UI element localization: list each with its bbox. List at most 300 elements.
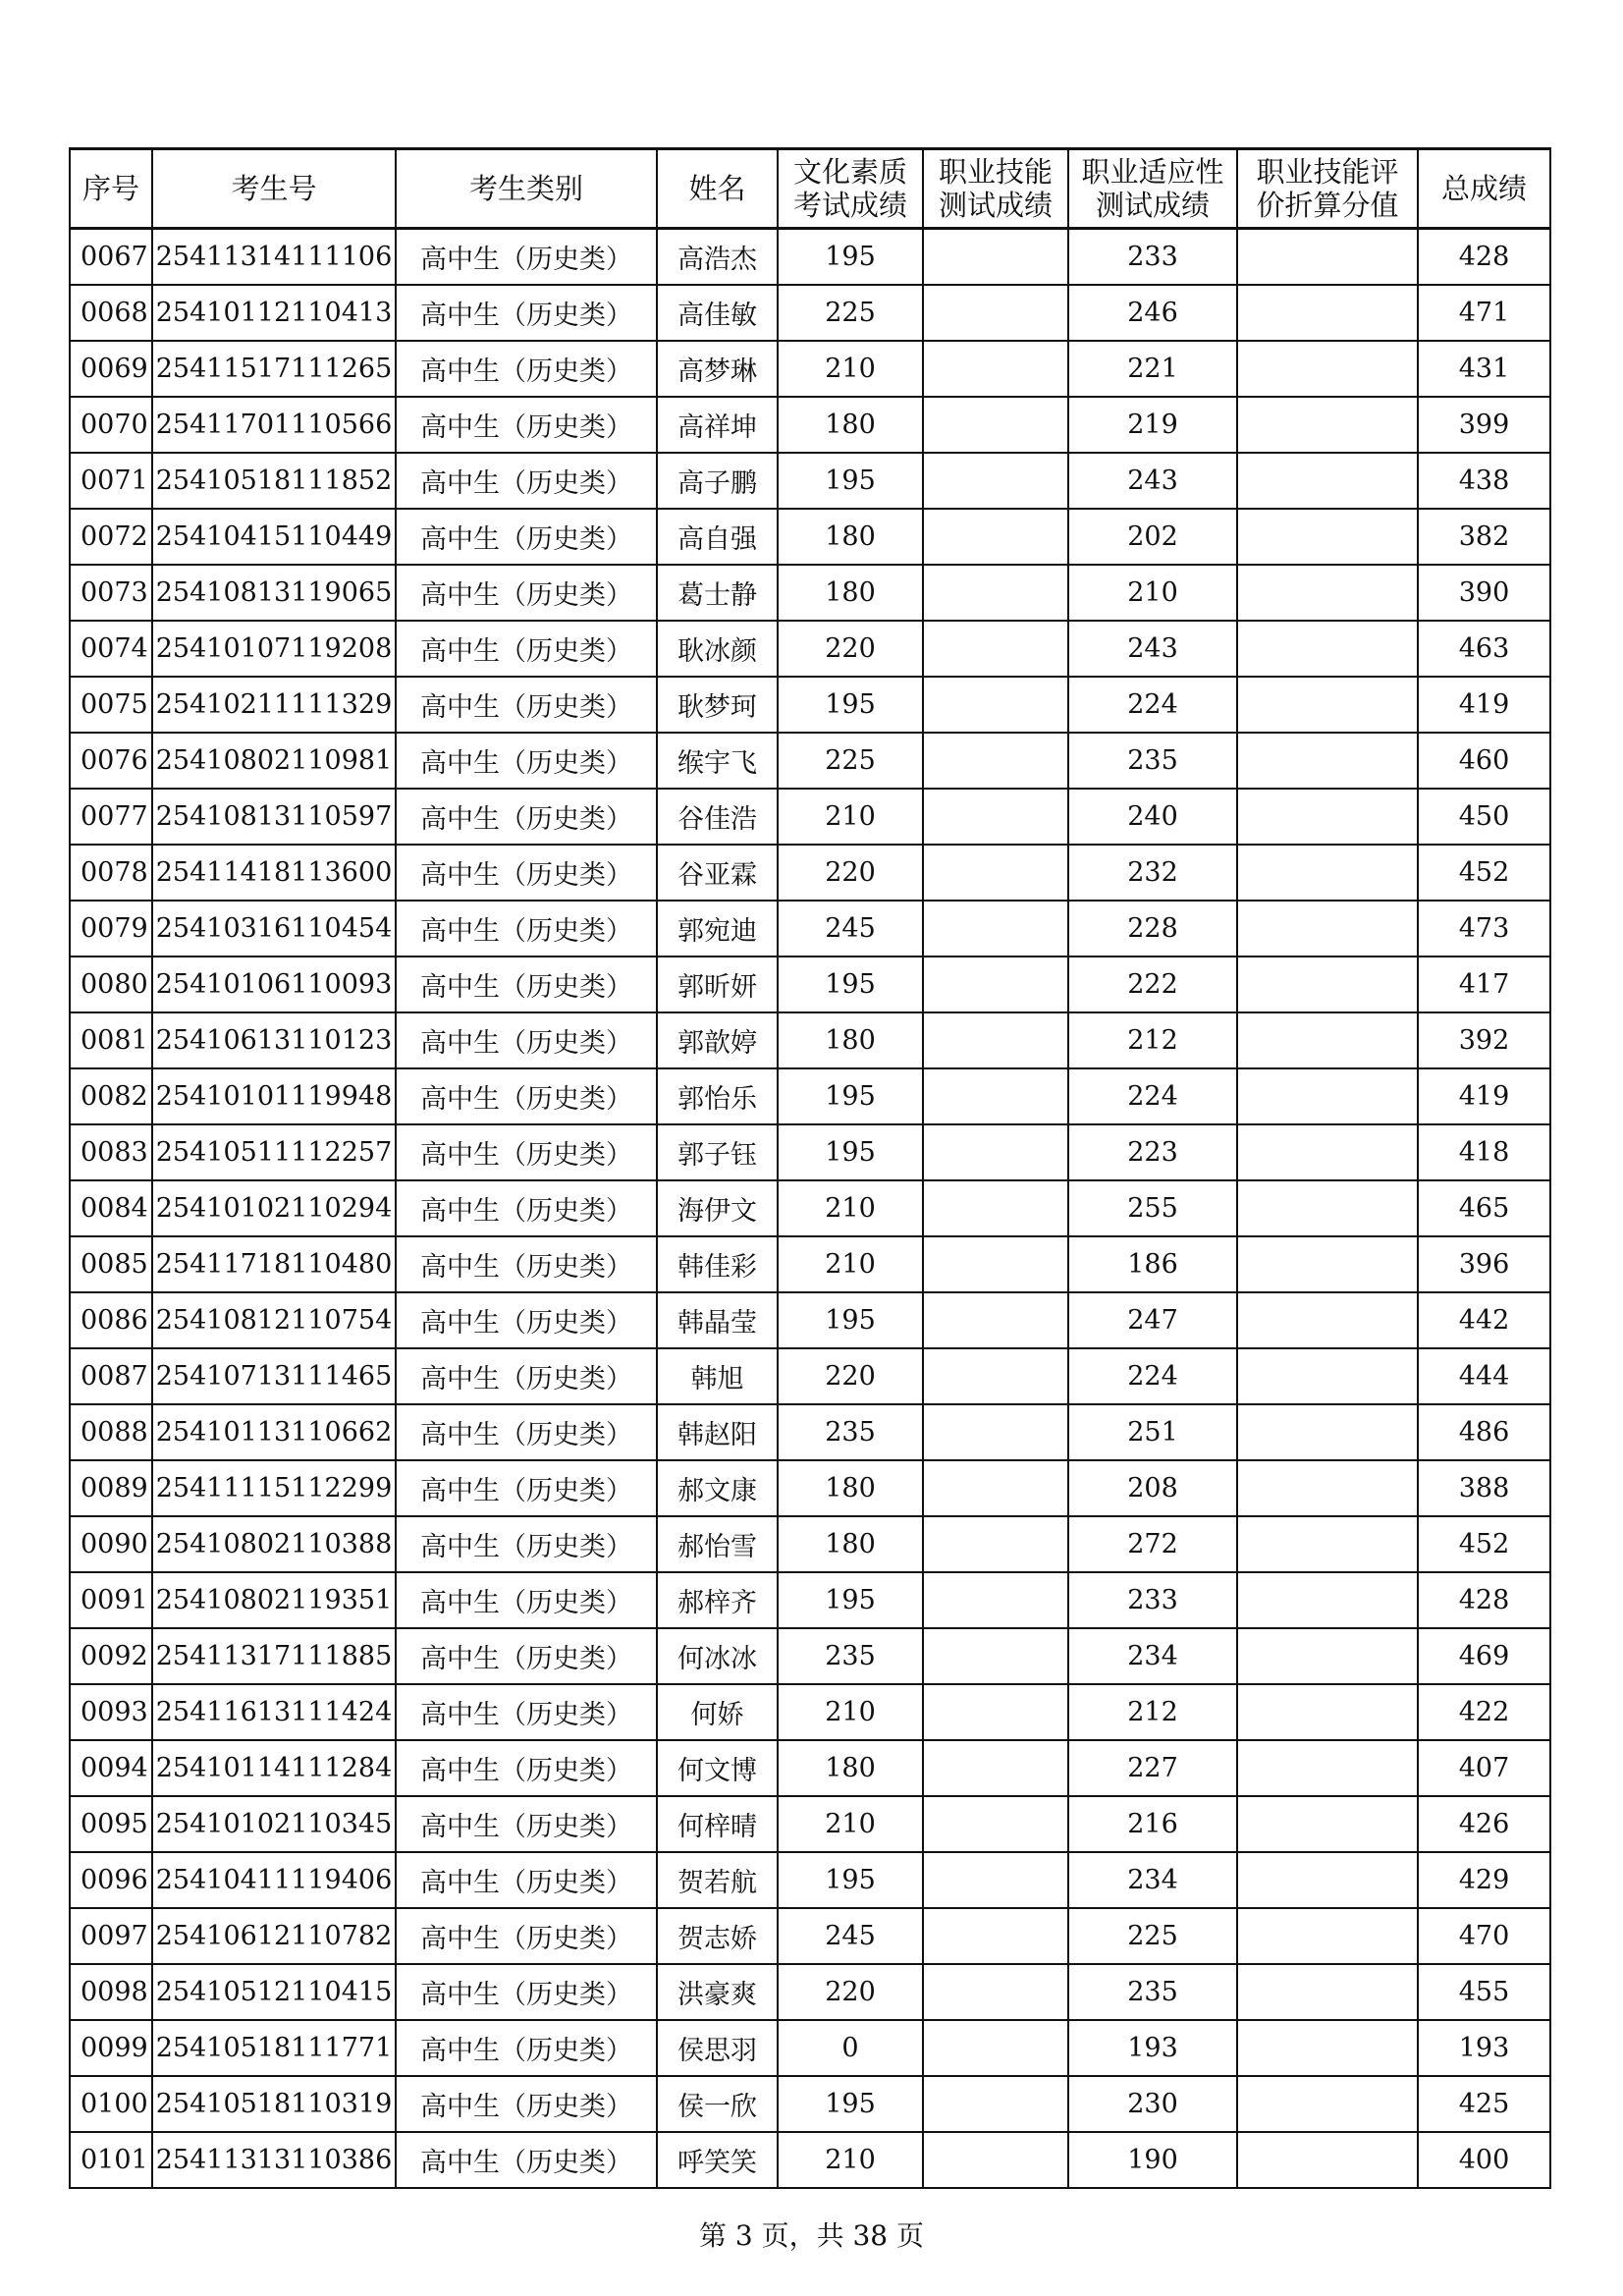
header-col-adaptability-score: 职业适应性 测试成绩 — [1068, 149, 1237, 229]
cell-adaptability-score: 212 — [1068, 1012, 1237, 1068]
cell-category: 高中生（历史类） — [396, 1796, 657, 1852]
cell-total-score: 442 — [1418, 1292, 1550, 1348]
cell-skill-eval-score — [1237, 1852, 1418, 1908]
cell-exam-id: 25411313110386 — [152, 2132, 396, 2188]
cell-skill-eval-score — [1237, 2076, 1418, 2132]
cell-skill-eval-score — [1237, 1012, 1418, 1068]
cell-culture-score: 180 — [778, 397, 923, 453]
cell-adaptability-score: 235 — [1068, 1964, 1237, 2020]
cell-adaptability-score: 227 — [1068, 1740, 1237, 1796]
cell-category: 高中生（历史类） — [396, 1684, 657, 1740]
cell-exam-id: 25411701110566 — [152, 397, 396, 453]
table-row — [70, 789, 1550, 845]
cell-seq: 0072 — [70, 509, 152, 565]
cell-skill-test-score — [923, 1684, 1068, 1740]
cell-skill-eval-score — [1237, 285, 1418, 341]
cell-skill-test-score — [923, 901, 1068, 957]
cell-exam-id: 25410518110319 — [152, 2076, 396, 2132]
cell-total-score: 392 — [1418, 1012, 1550, 1068]
cell-category: 高中生（历史类） — [396, 621, 657, 677]
cell-adaptability-score: 222 — [1068, 957, 1237, 1012]
cell-total-score: 418 — [1418, 1124, 1550, 1180]
cell-exam-id: 25410102110294 — [152, 1180, 396, 1236]
cell-culture-score: 220 — [778, 1348, 923, 1404]
cell-culture-score: 180 — [778, 509, 923, 565]
cell-skill-eval-score — [1237, 1572, 1418, 1628]
cell-skill-test-score — [923, 1460, 1068, 1516]
cell-culture-score: 195 — [778, 453, 923, 509]
cell-category: 高中生（历史类） — [396, 901, 657, 957]
cell-culture-score: 210 — [778, 1180, 923, 1236]
cell-name: 高子鹏 — [657, 453, 778, 509]
cell-culture-score: 195 — [778, 1124, 923, 1180]
cell-adaptability-score: 234 — [1068, 1628, 1237, 1684]
cell-total-score: 422 — [1418, 1684, 1550, 1740]
cell-adaptability-score: 251 — [1068, 1404, 1237, 1460]
cell-adaptability-score: 272 — [1068, 1516, 1237, 1572]
cell-culture-score: 210 — [778, 1684, 923, 1740]
cell-category: 高中生（历史类） — [396, 565, 657, 621]
cell-culture-score: 195 — [778, 2076, 923, 2132]
cell-category: 高中生（历史类） — [396, 1852, 657, 1908]
cell-seq: 0085 — [70, 1236, 152, 1292]
cell-skill-test-score — [923, 453, 1068, 509]
cell-skill-eval-score — [1237, 2132, 1418, 2188]
cell-total-score: 193 — [1418, 2020, 1550, 2076]
cell-name: 高浩杰 — [657, 229, 778, 286]
cell-skill-eval-score — [1237, 1348, 1418, 1404]
cell-seq: 0094 — [70, 1740, 152, 1796]
table-row — [70, 1124, 1550, 1180]
cell-category: 高中生（历史类） — [396, 1292, 657, 1348]
cell-culture-score: 0 — [778, 2020, 923, 2076]
cell-seq: 0099 — [70, 2020, 152, 2076]
cell-seq: 0088 — [70, 1404, 152, 1460]
cell-culture-score: 180 — [778, 1460, 923, 1516]
cell-skill-eval-score — [1237, 1124, 1418, 1180]
cell-seq: 0079 — [70, 901, 152, 957]
cell-skill-eval-score — [1237, 1908, 1418, 1964]
cell-skill-eval-score — [1237, 1460, 1418, 1516]
table-row — [70, 733, 1550, 789]
cell-category: 高中生（历史类） — [396, 453, 657, 509]
cell-exam-id: 25410511112257 — [152, 1124, 396, 1180]
cell-culture-score: 225 — [778, 733, 923, 789]
cell-adaptability-score: 223 — [1068, 1124, 1237, 1180]
cell-seq: 0100 — [70, 2076, 152, 2132]
cell-skill-eval-score — [1237, 2020, 1418, 2076]
cell-exam-id: 25410612110782 — [152, 1908, 396, 1964]
cell-category: 高中生（历史类） — [396, 229, 657, 286]
table-row — [70, 453, 1550, 509]
cell-skill-eval-score — [1237, 397, 1418, 453]
cell-adaptability-score: 193 — [1068, 2020, 1237, 2076]
table-row — [70, 1404, 1550, 1460]
cell-skill-eval-score — [1237, 509, 1418, 565]
cell-adaptability-score: 219 — [1068, 397, 1237, 453]
cell-culture-score: 195 — [778, 1292, 923, 1348]
cell-name: 海伊文 — [657, 1180, 778, 1236]
cell-culture-score: 195 — [778, 957, 923, 1012]
cell-seq: 0067 — [70, 229, 152, 286]
cell-skill-test-score — [923, 2020, 1068, 2076]
cell-total-score: 452 — [1418, 845, 1550, 901]
cell-total-score: 463 — [1418, 621, 1550, 677]
cell-exam-id: 25410802110388 — [152, 1516, 396, 1572]
cell-skill-test-score — [923, 397, 1068, 453]
header-col-seq: 序号 — [70, 149, 152, 229]
cell-skill-test-score — [923, 1852, 1068, 1908]
cell-category: 高中生（历史类） — [396, 1516, 657, 1572]
cell-name: 郭歆婷 — [657, 1012, 778, 1068]
cell-culture-score: 180 — [778, 1012, 923, 1068]
cell-seq: 0082 — [70, 1068, 152, 1124]
cell-adaptability-score: 240 — [1068, 789, 1237, 845]
table-row — [70, 1628, 1550, 1684]
cell-category: 高中生（历史类） — [396, 397, 657, 453]
cell-exam-id: 25411718110480 — [152, 1236, 396, 1292]
cell-skill-test-score — [923, 2076, 1068, 2132]
cell-skill-eval-score — [1237, 1964, 1418, 2020]
cell-total-score: 438 — [1418, 453, 1550, 509]
cell-exam-id: 25410112110413 — [152, 285, 396, 341]
cell-culture-score: 245 — [778, 901, 923, 957]
cell-culture-score: 220 — [778, 845, 923, 901]
cell-name: 韩赵阳 — [657, 1404, 778, 1460]
table-row — [70, 397, 1550, 453]
cell-seq: 0084 — [70, 1180, 152, 1236]
cell-skill-eval-score — [1237, 957, 1418, 1012]
cell-skill-test-score — [923, 1236, 1068, 1292]
table-row — [70, 845, 1550, 901]
cell-skill-eval-score — [1237, 1236, 1418, 1292]
cell-seq: 0076 — [70, 733, 152, 789]
cell-name: 郭昕妍 — [657, 957, 778, 1012]
cell-exam-id: 25410114111284 — [152, 1740, 396, 1796]
cell-culture-score: 195 — [778, 677, 923, 733]
cell-adaptability-score: 246 — [1068, 285, 1237, 341]
cell-category: 高中生（历史类） — [396, 1572, 657, 1628]
table-row — [70, 1348, 1550, 1404]
cell-culture-score: 210 — [778, 1236, 923, 1292]
cell-skill-test-score — [923, 677, 1068, 733]
cell-name: 呼笑笑 — [657, 2132, 778, 2188]
cell-culture-score: 210 — [778, 1796, 923, 1852]
cell-skill-eval-score — [1237, 565, 1418, 621]
cell-category: 高中生（历史类） — [396, 789, 657, 845]
table-row — [70, 957, 1550, 1012]
cell-total-score: 450 — [1418, 789, 1550, 845]
cell-adaptability-score: 208 — [1068, 1460, 1237, 1516]
table-row — [70, 285, 1550, 341]
cell-name: 何娇 — [657, 1684, 778, 1740]
score-table — [69, 147, 1551, 2189]
cell-skill-test-score — [923, 1404, 1068, 1460]
cell-exam-id: 25410802110981 — [152, 733, 396, 789]
cell-exam-id: 25411613111424 — [152, 1684, 396, 1740]
cell-seq: 0086 — [70, 1292, 152, 1348]
cell-name: 郭子钰 — [657, 1124, 778, 1180]
cell-category: 高中生（历史类） — [396, 341, 657, 397]
cell-total-score: 419 — [1418, 1068, 1550, 1124]
cell-skill-eval-score — [1237, 1796, 1418, 1852]
cell-total-score: 455 — [1418, 1964, 1550, 2020]
cell-skill-test-score — [923, 1180, 1068, 1236]
cell-skill-eval-score — [1237, 341, 1418, 397]
cell-category: 高中生（历史类） — [396, 1012, 657, 1068]
cell-category: 高中生（历史类） — [396, 1964, 657, 2020]
cell-adaptability-score: 235 — [1068, 733, 1237, 789]
cell-skill-eval-score — [1237, 1292, 1418, 1348]
cell-total-score: 426 — [1418, 1796, 1550, 1852]
cell-exam-id: 25410713111465 — [152, 1348, 396, 1404]
cell-total-score: 428 — [1418, 1572, 1550, 1628]
cell-total-score: 431 — [1418, 341, 1550, 397]
cell-total-score: 407 — [1418, 1740, 1550, 1796]
header-col-name: 姓名 — [657, 149, 778, 229]
cell-total-score: 460 — [1418, 733, 1550, 789]
cell-skill-test-score — [923, 565, 1068, 621]
cell-adaptability-score: 186 — [1068, 1236, 1237, 1292]
cell-culture-score: 220 — [778, 621, 923, 677]
cell-total-score: 399 — [1418, 397, 1550, 453]
table-row — [70, 901, 1550, 957]
cell-adaptability-score: 216 — [1068, 1796, 1237, 1852]
cell-name: 何梓晴 — [657, 1796, 778, 1852]
cell-name: 高祥坤 — [657, 397, 778, 453]
header-col-skill-test-score: 职业技能 测试成绩 — [923, 149, 1068, 229]
cell-skill-test-score — [923, 341, 1068, 397]
cell-name: 贺若航 — [657, 1852, 778, 1908]
header-col-total-score: 总成绩 — [1418, 149, 1550, 229]
cell-total-score: 425 — [1418, 2076, 1550, 2132]
cell-culture-score: 245 — [778, 1908, 923, 1964]
cell-name: 谷亚霖 — [657, 845, 778, 901]
cell-seq: 0070 — [70, 397, 152, 453]
cell-category: 高中生（历史类） — [396, 1404, 657, 1460]
cell-total-score: 396 — [1418, 1236, 1550, 1292]
cell-exam-id: 25410613110123 — [152, 1012, 396, 1068]
table-header-row — [70, 149, 1550, 229]
table-row — [70, 1180, 1550, 1236]
cell-exam-id: 25410411119406 — [152, 1852, 396, 1908]
cell-skill-test-score — [923, 1012, 1068, 1068]
table-row — [70, 1516, 1550, 1572]
cell-seq: 0089 — [70, 1460, 152, 1516]
cell-seq: 0087 — [70, 1348, 152, 1404]
cell-name: 韩晶莹 — [657, 1292, 778, 1348]
cell-adaptability-score: 228 — [1068, 901, 1237, 957]
header-col-skill-eval-score: 职业技能评 价折算分值 — [1237, 149, 1418, 229]
cell-skill-test-score — [923, 789, 1068, 845]
cell-total-score: 444 — [1418, 1348, 1550, 1404]
cell-exam-id: 25411314111106 — [152, 229, 396, 286]
cell-adaptability-score: 230 — [1068, 2076, 1237, 2132]
cell-adaptability-score: 224 — [1068, 1068, 1237, 1124]
cell-skill-eval-score — [1237, 621, 1418, 677]
cell-category: 高中生（历史类） — [396, 1460, 657, 1516]
table-row — [70, 677, 1550, 733]
table-row — [70, 1236, 1550, 1292]
table-row — [70, 341, 1550, 397]
cell-name: 何冰冰 — [657, 1628, 778, 1684]
cell-skill-test-score — [923, 1348, 1068, 1404]
cell-name: 郭宛迪 — [657, 901, 778, 957]
cell-exam-id: 25410813110597 — [152, 789, 396, 845]
cell-skill-test-score — [923, 2132, 1068, 2188]
cell-seq: 0096 — [70, 1852, 152, 1908]
table-row — [70, 1908, 1550, 1964]
cell-exam-id: 25410802119351 — [152, 1572, 396, 1628]
cell-name: 耿梦珂 — [657, 677, 778, 733]
cell-exam-id: 25410102110345 — [152, 1796, 396, 1852]
cell-category: 高中生（历史类） — [396, 733, 657, 789]
cell-name: 郝梓齐 — [657, 1572, 778, 1628]
table-row — [70, 229, 1550, 286]
cell-total-score: 390 — [1418, 565, 1550, 621]
cell-total-score: 473 — [1418, 901, 1550, 957]
cell-adaptability-score: 210 — [1068, 565, 1237, 621]
cell-skill-eval-score — [1237, 453, 1418, 509]
cell-adaptability-score: 202 — [1068, 509, 1237, 565]
cell-skill-eval-score — [1237, 1516, 1418, 1572]
cell-adaptability-score: 233 — [1068, 1572, 1237, 1628]
cell-category: 高中生（历史类） — [396, 1740, 657, 1796]
cell-seq: 0101 — [70, 2132, 152, 2188]
cell-skill-test-score — [923, 1796, 1068, 1852]
cell-name: 高梦琳 — [657, 341, 778, 397]
table-row — [70, 1572, 1550, 1628]
cell-exam-id: 25410518111771 — [152, 2020, 396, 2076]
cell-exam-id: 25411115112299 — [152, 1460, 396, 1516]
cell-seq: 0069 — [70, 341, 152, 397]
table-row — [70, 2020, 1550, 2076]
table-row — [70, 1964, 1550, 2020]
cell-name: 谷佳浩 — [657, 789, 778, 845]
cell-seq: 0075 — [70, 677, 152, 733]
cell-seq: 0081 — [70, 1012, 152, 1068]
page-footer: 第 3 页，共 38 页 — [698, 2219, 925, 2252]
cell-total-score: 417 — [1418, 957, 1550, 1012]
cell-skill-test-score — [923, 621, 1068, 677]
cell-seq: 0071 — [70, 453, 152, 509]
cell-skill-test-score — [923, 285, 1068, 341]
table-row — [70, 1852, 1550, 1908]
cell-total-score: 469 — [1418, 1628, 1550, 1684]
cell-seq: 0078 — [70, 845, 152, 901]
cell-culture-score: 235 — [778, 1404, 923, 1460]
cell-exam-id: 25410518111852 — [152, 453, 396, 509]
cell-adaptability-score: 221 — [1068, 341, 1237, 397]
cell-skill-eval-score — [1237, 733, 1418, 789]
cell-skill-eval-score — [1237, 229, 1418, 286]
cell-adaptability-score: 255 — [1068, 1180, 1237, 1236]
cell-culture-score: 210 — [778, 789, 923, 845]
cell-category: 高中生（历史类） — [396, 2020, 657, 2076]
cell-exam-id: 25410106110093 — [152, 957, 396, 1012]
cell-total-score: 465 — [1418, 1180, 1550, 1236]
cell-exam-id: 25411418113600 — [152, 845, 396, 901]
table-body — [70, 229, 1550, 2189]
cell-skill-eval-score — [1237, 901, 1418, 957]
cell-skill-eval-score — [1237, 1628, 1418, 1684]
cell-name: 缑宇飞 — [657, 733, 778, 789]
cell-culture-score: 225 — [778, 285, 923, 341]
cell-name: 郝文康 — [657, 1460, 778, 1516]
cell-skill-eval-score — [1237, 1740, 1418, 1796]
table-row — [70, 509, 1550, 565]
cell-adaptability-score: 243 — [1068, 453, 1237, 509]
cell-name: 高自强 — [657, 509, 778, 565]
cell-category: 高中生（历史类） — [396, 2132, 657, 2188]
cell-culture-score: 235 — [778, 1628, 923, 1684]
cell-name: 洪豪爽 — [657, 1964, 778, 2020]
cell-seq: 0083 — [70, 1124, 152, 1180]
cell-exam-id: 25410101119948 — [152, 1068, 396, 1124]
cell-skill-test-score — [923, 1124, 1068, 1180]
cell-total-score: 470 — [1418, 1908, 1550, 1964]
cell-skill-test-score — [923, 1908, 1068, 1964]
cell-adaptability-score: 190 — [1068, 2132, 1237, 2188]
cell-exam-id: 25410512110415 — [152, 1964, 396, 2020]
cell-skill-test-score — [923, 1964, 1068, 2020]
cell-total-score: 429 — [1418, 1852, 1550, 1908]
cell-adaptability-score: 247 — [1068, 1292, 1237, 1348]
cell-category: 高中生（历史类） — [396, 2076, 657, 2132]
cell-skill-eval-score — [1237, 1068, 1418, 1124]
cell-category: 高中生（历史类） — [396, 1908, 657, 1964]
cell-skill-test-score — [923, 509, 1068, 565]
cell-seq: 0080 — [70, 957, 152, 1012]
cell-skill-test-score — [923, 1572, 1068, 1628]
cell-exam-id: 25410113110662 — [152, 1404, 396, 1460]
table-row — [70, 2076, 1550, 2132]
cell-total-score: 428 — [1418, 229, 1550, 286]
cell-seq: 0092 — [70, 1628, 152, 1684]
cell-culture-score: 195 — [778, 229, 923, 286]
cell-seq: 0077 — [70, 789, 152, 845]
cell-exam-id: 25411517111265 — [152, 341, 396, 397]
cell-category: 高中生（历史类） — [396, 1348, 657, 1404]
cell-name: 耿冰颜 — [657, 621, 778, 677]
cell-skill-eval-score — [1237, 845, 1418, 901]
table-row — [70, 1740, 1550, 1796]
table-row — [70, 1684, 1550, 1740]
cell-skill-test-score — [923, 1292, 1068, 1348]
table-row — [70, 1012, 1550, 1068]
cell-exam-id: 25410415110449 — [152, 509, 396, 565]
cell-seq: 0090 — [70, 1516, 152, 1572]
cell-name: 韩佳彩 — [657, 1236, 778, 1292]
cell-culture-score: 195 — [778, 1852, 923, 1908]
cell-seq: 0074 — [70, 621, 152, 677]
cell-skill-test-score — [923, 1068, 1068, 1124]
cell-culture-score: 220 — [778, 1964, 923, 2020]
cell-name: 葛士静 — [657, 565, 778, 621]
cell-skill-eval-score — [1237, 1684, 1418, 1740]
cell-total-score: 486 — [1418, 1404, 1550, 1460]
cell-seq: 0073 — [70, 565, 152, 621]
cell-category: 高中生（历史类） — [396, 1628, 657, 1684]
cell-seq: 0068 — [70, 285, 152, 341]
cell-name: 郭怡乐 — [657, 1068, 778, 1124]
header-col-exam-id: 考生号 — [152, 149, 396, 229]
cell-total-score: 471 — [1418, 285, 1550, 341]
cell-skill-test-score — [923, 229, 1068, 286]
cell-skill-eval-score — [1237, 789, 1418, 845]
cell-skill-eval-score — [1237, 1180, 1418, 1236]
cell-name: 侯思羽 — [657, 2020, 778, 2076]
